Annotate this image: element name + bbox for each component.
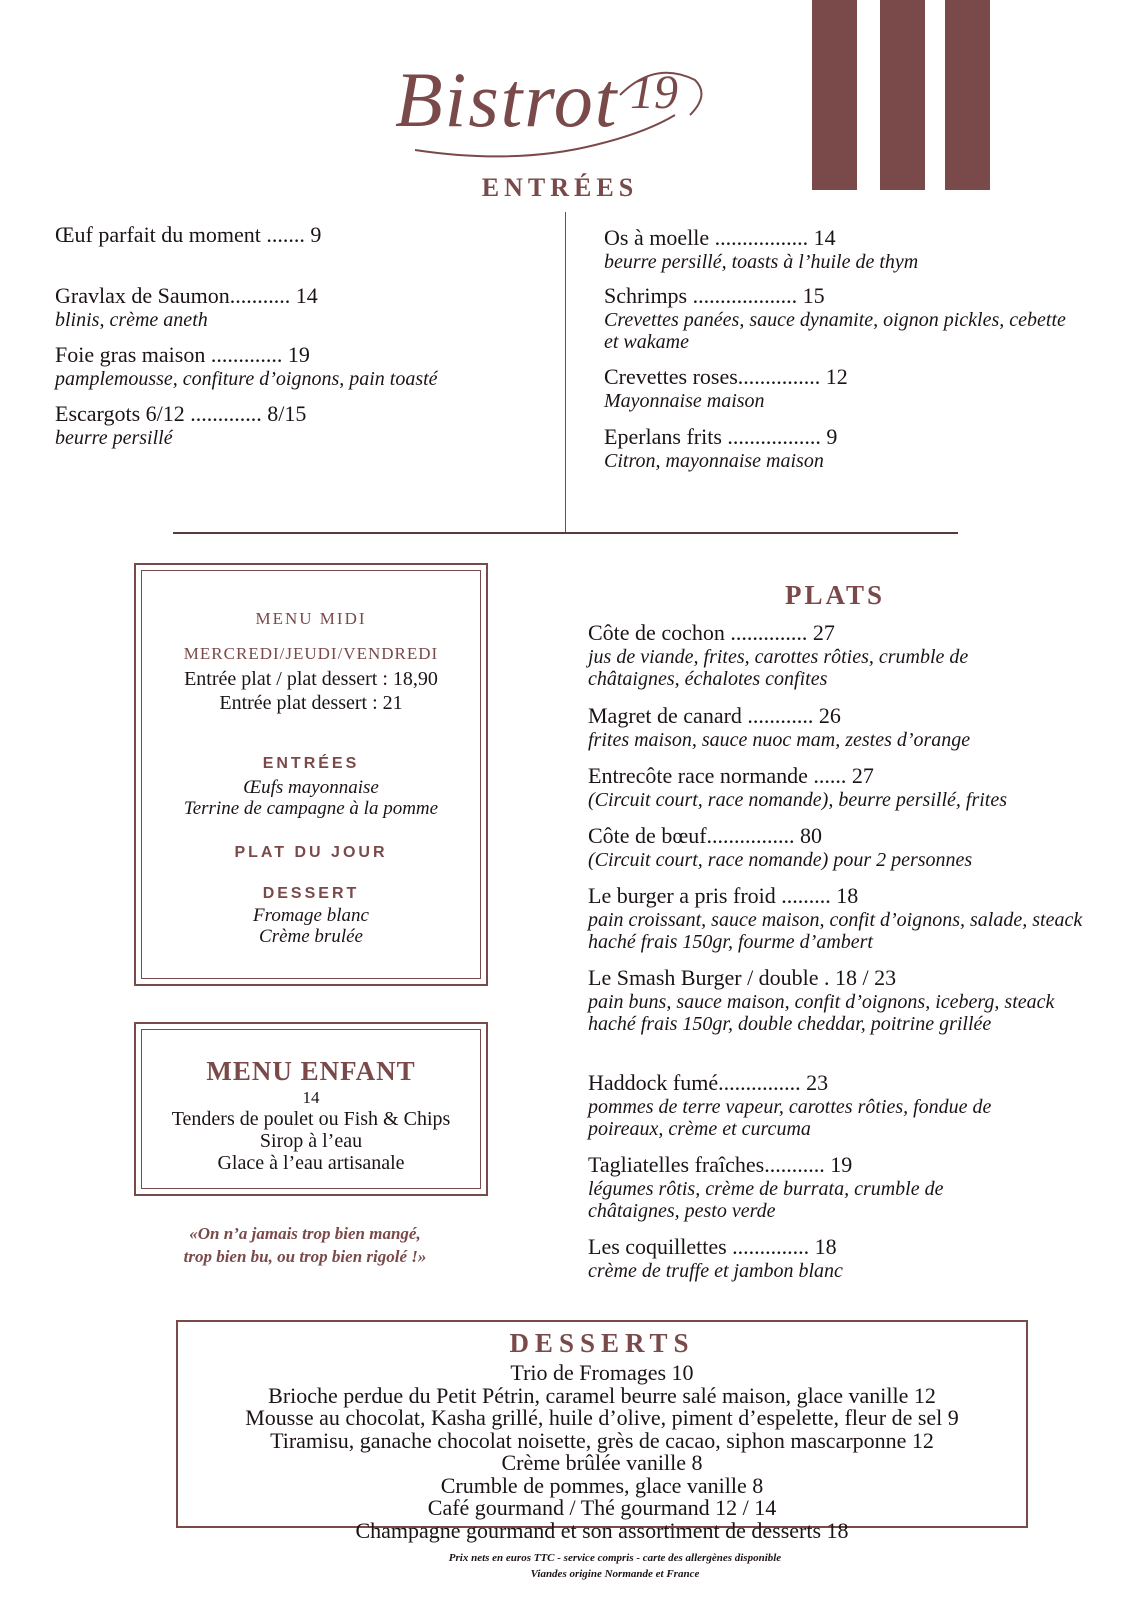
menu-midi-entrees-title: ENTRÉES bbox=[262, 755, 360, 772]
menu-midi-entree: Terrine de campagne à la pomme bbox=[183, 798, 439, 819]
menu-enfant-box bbox=[134, 1022, 488, 1196]
logo-number: 19 bbox=[630, 66, 678, 119]
dessert-line: Trio de Fromages 10 bbox=[510, 1360, 694, 1385]
dessert-line: Tiramisu, ganache chocolat noisette, grès de cacao, siphon mascarponne 12 bbox=[270, 1427, 934, 1453]
dessert-line: Brioche perdue du Petit Pétrin, caramel beurre salé maison, glace vanille 12 bbox=[268, 1382, 936, 1408]
desserts-title: DESSERTS bbox=[509, 1328, 695, 1358]
plat-item: Le burger a pris froid ......... 18 pain croissant, sauce maison, confit d’oignons, salade, steack haché frais 150gr, fourme d’ambert bbox=[588, 883, 1083, 953]
plat-item: Côte de cochon .............. 27 jus de viande, frites, carottes rôties, crumble de châtaignes, échalotes confites bbox=[588, 620, 969, 690]
dessert-line: Crumble de pommes, glace vanille 8 bbox=[440, 1472, 764, 1498]
plat-item: Côte de bœuf................ 80 (Circuit court, race nomande) pour 2 personnes bbox=[588, 823, 973, 871]
menu-midi-days: MERCREDI/JEUDI/VENDREDI bbox=[183, 644, 439, 663]
entree-item: Crevettes roses............... 12 Mayonnaise maison bbox=[604, 364, 848, 412]
menu-midi-price-1: Entrée plat / plat dessert : 18,90 bbox=[184, 668, 438, 690]
footer-line-2: Viandes origine Normande et France bbox=[530, 1568, 700, 1580]
entree-item: Os à moelle ................. 14 beurre persillé, toasts à l’huile de thym bbox=[604, 225, 919, 273]
plat-item: Haddock fumé............... 23 pommes de terre vapeur, carottes rôties, fondue de poireaux, crème et curcuma bbox=[588, 1070, 992, 1140]
column-divider bbox=[565, 212, 566, 534]
menu-enfant-price: 14 bbox=[302, 1088, 320, 1107]
menu-midi-price-2: Entrée plat dessert : 21 bbox=[219, 692, 403, 714]
logo-name: Bistrot bbox=[395, 56, 619, 143]
plats-title: PLATS bbox=[784, 580, 886, 610]
entree-item: Eperlans frits ................. 9 Citron, mayonnaise maison bbox=[604, 424, 838, 472]
menu-enfant-line: Tenders de poulet ou Fish & Chips bbox=[171, 1108, 451, 1130]
footer-line-1: Prix nets en euros TTC - service compris - carte des allergènes disponible bbox=[448, 1552, 782, 1564]
menu-enfant-title: MENU ENFANT bbox=[206, 1056, 416, 1086]
plat-item: Tagliatelles fraîches........... 19 légumes rôtis, crème de burrata, crumble de châtaignes, pesto verde bbox=[588, 1152, 944, 1222]
plat-item: Entrecôte race normande ...... 27 (Circuit court, race nomande), beurre persillé, frites bbox=[588, 763, 1008, 811]
entree-item: Gravlax de Saumon........... 14 blinis, crème aneth bbox=[55, 283, 318, 331]
dessert-line: Champagne gourmand et son assortiment de desserts 18 bbox=[355, 1517, 849, 1543]
menu-midi-dessert: Fromage blanc bbox=[253, 905, 369, 926]
dessert-line: Crème brûlée vanille 8 bbox=[501, 1450, 703, 1475]
bistrot-logo bbox=[395, 55, 715, 165]
decor-stripe-2 bbox=[880, 0, 925, 190]
entree-item: Œuf parfait du moment ....... 9 bbox=[55, 222, 322, 247]
menu-enfant-line: Glace à l’eau artisanale bbox=[217, 1152, 405, 1174]
quote: «On n’a jamais trop bien mangé, trop bien bu, ou trop bien rigolé !» bbox=[183, 1224, 427, 1266]
decor-stripe-1 bbox=[812, 0, 857, 190]
plat-item: Les coquillettes .............. 18 crème de truffe et jambon blanc bbox=[588, 1234, 843, 1282]
menu-midi-plat-title: PLAT DU JOUR bbox=[234, 844, 388, 861]
menu-midi-title: MENU MIDI bbox=[255, 609, 367, 628]
desserts-box bbox=[176, 1320, 1028, 1543]
plat-item: Magret de canard ............ 26 frites maison, sauce nuoc mam, zestes d’orange bbox=[588, 703, 971, 751]
entree-item: Foie gras maison ............. 19 pamplemousse, confiture d’oignons, pain toasté bbox=[55, 342, 438, 390]
menu-enfant-line: Sirop à l’eau bbox=[259, 1130, 363, 1152]
entree-item: Escargots 6/12 ............. 8/15 beurre persillé bbox=[55, 401, 307, 449]
dessert-line: Mousse au chocolat, Kasha grillé, huile d’olive, piment d’espelette, fleur de sel 9 bbox=[245, 1405, 959, 1430]
menu-midi-entree: Œufs mayonnaise bbox=[243, 777, 379, 798]
desserts-list bbox=[178, 1362, 1026, 1542]
menu-midi-dessert: Crème brulée bbox=[259, 926, 363, 947]
entrees-title: ENTRÉES bbox=[481, 173, 639, 202]
section-divider bbox=[173, 532, 958, 534]
plat-item: Le Smash Burger / double . 18 / 23 pain buns, sauce maison, confit d’oignons, iceberg, steack haché frais 150gr, double cheddar, poitrine grillée bbox=[588, 965, 1055, 1035]
menu-midi-box bbox=[134, 563, 488, 986]
entree-item: Schrimps ................... 15 Crevettes panées, sauce dynamite, oignon pickles, cebette et wakame bbox=[604, 283, 1066, 353]
decor-stripe-3 bbox=[945, 0, 990, 190]
dessert-line: Café gourmand / Thé gourmand 12 / 14 bbox=[427, 1495, 777, 1520]
menu-midi-dessert-title: DESSERT bbox=[262, 885, 360, 902]
